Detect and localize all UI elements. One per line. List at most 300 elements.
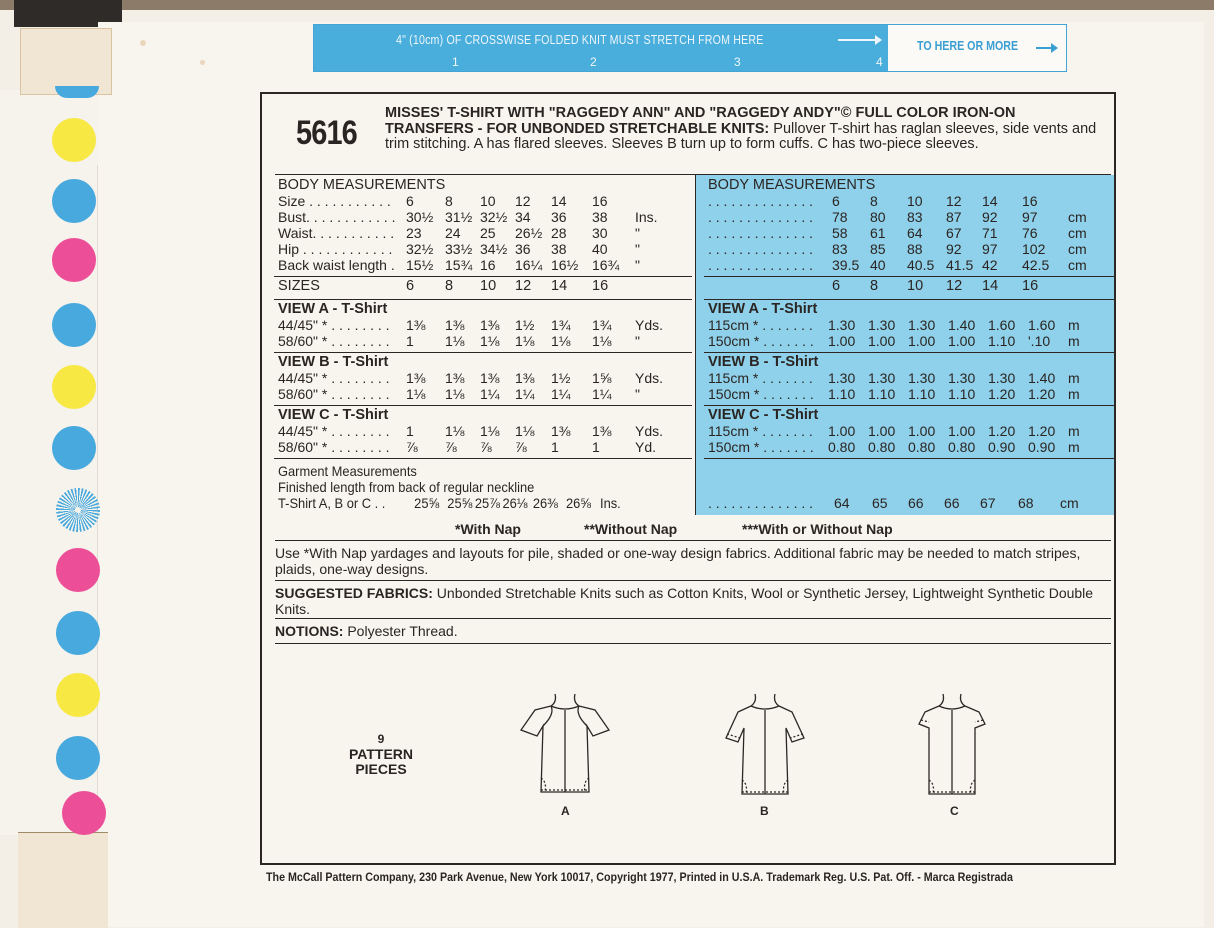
cell-value: 1.30: [868, 317, 896, 333]
arrow-right-icon: [1036, 47, 1052, 49]
stretch-target: TO HERE OR MORE: [917, 38, 1019, 53]
view-heading: VIEW A - T-Shirt: [278, 301, 388, 317]
cell-value: 1⅜: [480, 317, 500, 333]
pattern-pieces-count: [336, 732, 426, 777]
suggested-fabrics-text: Unbonded Stretchable Knits such as Cotton Knits, Wool or Synthetic Jersey, Lightweight Synthetic Double Knits.: [275, 585, 1094, 617]
yardage-row: [708, 439, 1116, 455]
pattern-number: 5616: [296, 114, 357, 152]
cell-value: 28: [551, 225, 567, 241]
cell-value: 92: [982, 209, 998, 225]
size-value: 8: [445, 278, 454, 294]
cell-value: 42.5: [1022, 257, 1050, 273]
cell-value: 8: [870, 193, 878, 209]
cell-value: 1⅛: [480, 333, 500, 349]
cell-value: 1.30: [868, 370, 896, 386]
unit-label: m: [1068, 386, 1080, 402]
cell-value: 26⅛: [502, 495, 528, 511]
unit-label: m: [1068, 423, 1080, 439]
size-value: 10: [480, 278, 497, 294]
cell-value: 8: [445, 193, 453, 209]
cell-value: 1.40: [1028, 370, 1056, 386]
row-label: 44/45" * . . . . . . . .: [278, 423, 390, 439]
divider: [275, 540, 1111, 541]
cell-value: 0.90: [988, 439, 1016, 455]
size-value: 10: [907, 278, 924, 294]
row-label: . . . . . . . . . . . . . .: [708, 225, 814, 241]
notions-label: NOTIONS:: [275, 623, 344, 639]
cell-value: 31½: [445, 209, 473, 225]
unit-label: Ins.: [600, 495, 621, 511]
cell-value: 1.30: [908, 317, 936, 333]
cell-value: 1¼: [480, 386, 500, 402]
nap-legend-either: ***With or Without Nap: [742, 521, 893, 537]
divider: [275, 580, 1111, 581]
sizes-row: [278, 278, 692, 294]
cell-value: 87: [946, 209, 962, 225]
row-label: Bust. . . . . . . . . . . .: [278, 209, 396, 225]
cell-value: 23: [406, 225, 422, 241]
unit-label: Yds.: [635, 370, 664, 386]
cell-value: 26⅜: [532, 495, 558, 511]
cell-value: 1.10: [948, 386, 976, 402]
divider: [275, 643, 1111, 644]
cell-value: 1.20: [988, 386, 1016, 402]
cell-value: 1.20: [1028, 386, 1056, 402]
arrow-right-icon: [838, 39, 876, 41]
cell-value: 71: [982, 225, 998, 241]
unit-label: cm: [1060, 495, 1079, 511]
cell-value: ⅞: [445, 439, 457, 455]
stretch-gauge: [313, 24, 1067, 72]
row-label: 44/45" * . . . . . . . .: [278, 370, 390, 386]
cell-value: 1.10: [828, 386, 856, 402]
measurement-row: [278, 241, 692, 257]
cell-value: 97: [982, 241, 998, 257]
cell-value: 1.40: [948, 317, 976, 333]
unit-label: cm: [1068, 209, 1087, 225]
cell-value: 16: [592, 193, 608, 209]
cyan-registration-dot: [52, 303, 96, 347]
cell-value: 1.10: [868, 386, 896, 402]
envelope-top-edge: [0, 0, 1214, 10]
view-heading: VIEW C - T-Shirt: [278, 407, 389, 423]
yardage-row: [708, 333, 1116, 349]
pattern-title: [385, 106, 1101, 153]
cell-value: 6: [406, 193, 414, 209]
measurement-row: [708, 257, 1116, 273]
row-label: 150cm * . . . . . . .: [708, 386, 814, 402]
unit-label: ": [635, 241, 640, 257]
cell-value: 1¾: [592, 317, 612, 333]
unit-label: cm: [1068, 257, 1087, 273]
cell-value: 1⅛: [445, 423, 465, 439]
cell-value: 38: [592, 209, 608, 225]
row-label: 115cm * . . . . . . .: [708, 423, 813, 439]
unit-label: m: [1068, 439, 1080, 455]
row-label: 44/45" * . . . . . . . .: [278, 317, 390, 333]
unit-label: ": [635, 225, 640, 241]
cell-value: 1¼: [592, 386, 612, 402]
cell-value: 0.80: [908, 439, 936, 455]
cell-value: 39.5: [832, 257, 860, 273]
size-value: 16: [1022, 278, 1039, 294]
age-stain: [200, 60, 205, 65]
cell-value: 1: [592, 439, 600, 455]
row-label: . . . . . . . . . . . . . .: [708, 193, 814, 209]
cell-value: 1.30: [948, 370, 976, 386]
yellow-registration-dot: [52, 365, 96, 409]
cell-value: 16: [480, 257, 496, 273]
cell-value: 1: [406, 333, 414, 349]
cell-value: 1⅜: [445, 370, 465, 386]
stretch-gauge-bar: [314, 25, 888, 71]
cell-value: 33½: [445, 241, 473, 257]
cell-value: 25⅞: [474, 495, 500, 511]
cell-value: 30: [592, 225, 608, 241]
cyan-registration-dot: [52, 426, 96, 470]
cell-value: 1½: [515, 317, 535, 333]
cell-value: 32½: [480, 209, 508, 225]
cell-value: 1⅛: [551, 333, 571, 349]
notions: [275, 624, 1105, 640]
yardage-row: [708, 317, 1116, 333]
cell-value: 67: [946, 225, 962, 241]
cell-value: 0.80: [948, 439, 976, 455]
yardage-row: [278, 317, 692, 333]
cell-value: 102: [1022, 241, 1046, 257]
row-label: T-Shirt A, B or C . .: [278, 495, 386, 511]
cell-value: ⅞: [406, 439, 418, 455]
size-value: 8: [870, 278, 879, 294]
unit-label: ": [635, 257, 640, 273]
row-label: 115cm * . . . . . . .: [708, 317, 813, 333]
torn-flap-bottom: [18, 832, 108, 928]
cell-value: 1⅛: [515, 423, 535, 439]
size-value: 14: [551, 278, 568, 294]
cell-value: 1: [406, 423, 414, 439]
row-label: Size . . . . . . . . . . .: [278, 193, 391, 209]
view-a-label: A: [561, 804, 570, 818]
cell-value: 1⅜: [406, 317, 426, 333]
unit-label: Ins.: [635, 209, 658, 225]
cell-value: 25⅝: [447, 495, 473, 511]
suggested-fabrics-label: SUGGESTED FABRICS:: [275, 585, 433, 601]
cell-value: 1⅛: [406, 386, 426, 402]
cell-value: 85: [870, 241, 886, 257]
sizes-row: [708, 278, 1116, 294]
notions-text: Polyester Thread.: [347, 623, 458, 639]
view-b-tshirt-sketch: [720, 692, 810, 802]
cell-value: 14: [982, 193, 998, 209]
spacer: [708, 460, 1116, 495]
cyan-registration-dot: [52, 179, 96, 223]
pieces-label: PATTERN: [348, 746, 414, 762]
cell-value: 0.80: [868, 439, 896, 455]
cell-value: 34½: [480, 241, 508, 257]
cyan-registration-dot: [56, 611, 100, 655]
yardage-row: [278, 333, 692, 349]
view-a-tshirt-sketch: [515, 692, 615, 802]
cell-value: 1.60: [1028, 317, 1056, 333]
yardage-row: [708, 423, 1116, 439]
cell-value: 1⅜: [551, 423, 571, 439]
measurement-row: [278, 225, 692, 241]
cell-value: 1.30: [908, 370, 936, 386]
cell-value: 64: [834, 495, 850, 511]
imperial-table: [278, 177, 692, 511]
unit-label: Yds.: [635, 317, 664, 333]
pattern-title-bold: MISSES' T-SHIRT WITH "RAGGEDY ANN" AND "RAGGEDY ANDY"© FULL COLOR IRON-ON TRANSFERS - FOR UNBONDED STRETCHABLE KNITS:: [385, 105, 1016, 137]
view-heading: VIEW B - T-Shirt: [708, 354, 819, 370]
yardage-row: [278, 386, 692, 402]
cyan-registration-dot: [56, 736, 100, 780]
cell-value: 25⅝: [414, 495, 440, 511]
cell-value: 40: [870, 257, 886, 273]
cell-value: 25: [480, 225, 496, 241]
cell-value: 12: [946, 193, 962, 209]
cell-value: 16¼: [515, 257, 543, 273]
cell-value: 15¾: [445, 257, 473, 273]
cell-value: 1⅛: [445, 333, 465, 349]
divider: [275, 618, 1111, 619]
cell-value: 14: [551, 193, 567, 209]
measurement-row: [708, 241, 1116, 257]
cyan-registration-dot: [55, 86, 99, 98]
garment-length-row: [278, 495, 659, 511]
yellow-registration-dot: [52, 118, 96, 162]
garment-measurements-subheading: Finished length from back of regular neckline: [278, 479, 535, 495]
row-label: 150cm * . . . . . . .: [708, 333, 814, 349]
cell-value: 1.10: [988, 333, 1016, 349]
cell-value: 40.5: [907, 257, 935, 273]
pattern-description: Pullover T-shirt has raglan sleeves, side vents and trim stitching. A has flared sleeves. Sleeves B turn up to form cuffs. C has two-piece sleeves.: [385, 120, 1097, 152]
unit-label: m: [1068, 333, 1080, 349]
unit-label: Yd.: [635, 439, 657, 455]
cell-value: 36: [515, 241, 531, 257]
cell-value: 1⅜: [406, 370, 426, 386]
cell-value: 1.00: [868, 333, 896, 349]
size-value: 16: [592, 278, 609, 294]
garment-measurements-heading: Garment Measurements: [278, 463, 417, 479]
cell-value: 34: [515, 209, 531, 225]
publisher-footer: The McCall Pattern Company, 230 Park Avenue, New York 10017, Copyright 1977, Printed in U.S.A. Trademark Reg. U.S. Pat. Off. - Marca Registrada: [266, 872, 1013, 884]
cell-value: 92: [946, 241, 962, 257]
measurement-row: [708, 193, 1116, 209]
nap-usage-note: Use *With Nap yardages and layouts for pile, shaded or one-way design fabrics. Additional fabric may be needed to match stripes, plaids, one-way designs.: [275, 545, 1081, 577]
body-measurements-heading: BODY MEASUREMENTS: [278, 177, 446, 193]
cell-value: 15½: [406, 257, 434, 273]
row-label: Hip . . . . . . . . . . . .: [278, 241, 393, 257]
cell-value: 88: [907, 241, 923, 257]
yardage-row: [278, 439, 692, 455]
cell-value: 1⅜: [445, 317, 465, 333]
cell-value: 67: [980, 495, 996, 511]
cell-value: 83: [832, 241, 848, 257]
cell-value: '.10: [1028, 333, 1051, 349]
cell-value: 1.00: [828, 423, 856, 439]
row-label: 150cm * . . . . . . .: [708, 439, 814, 455]
cell-value: 30½: [406, 209, 434, 225]
cell-value: 1⅛: [445, 386, 465, 402]
cell-value: 10: [907, 193, 923, 209]
gauge-tick: 4: [876, 55, 883, 69]
cell-value: 32½: [406, 241, 434, 257]
cell-value: 0.80: [828, 439, 856, 455]
row-label: Waist. . . . . . . . . . .: [278, 225, 395, 241]
cell-value: 1¼: [515, 386, 535, 402]
row-label: . . . . . . . . . . . . . .: [708, 209, 814, 225]
cell-value: 1⅜: [515, 370, 535, 386]
cell-value: 97: [1022, 209, 1038, 225]
unit-label: ": [635, 333, 640, 349]
yardage-row: [278, 423, 692, 439]
cell-value: 24: [445, 225, 461, 241]
unit-label: m: [1068, 317, 1080, 333]
row-label: . . . . . . . . . . . . . .: [708, 257, 814, 273]
cell-value: 1¾: [551, 317, 571, 333]
measurement-row: [708, 225, 1116, 241]
magenta-registration-dot: [56, 548, 100, 592]
cell-value: 38: [551, 241, 567, 257]
measurement-row: [708, 209, 1116, 225]
cell-value: 36: [551, 209, 567, 225]
cell-value: 41.5: [946, 257, 974, 273]
size-value: 12: [946, 278, 963, 294]
cell-value: 1⅝: [592, 370, 612, 386]
starburst-registration-mark-icon: [56, 488, 100, 532]
cell-value: 61: [870, 225, 886, 241]
row-label: 115cm * . . . . . . .: [708, 370, 813, 386]
measurement-row: [278, 209, 692, 225]
yellow-registration-dot: [56, 673, 100, 717]
cell-value: 1⅛: [515, 333, 535, 349]
cell-value: 1⅛: [480, 423, 500, 439]
body-measurements-heading: BODY MEASUREMENTS: [708, 177, 876, 193]
cell-value: 1.00: [908, 423, 936, 439]
cell-value: 1.20: [1028, 423, 1056, 439]
cell-value: 12: [515, 193, 531, 209]
view-heading: VIEW A - T-Shirt: [708, 301, 818, 317]
cell-value: 66: [944, 495, 960, 511]
cell-value: 65: [872, 495, 888, 511]
view-heading: VIEW B - T-Shirt: [278, 354, 389, 370]
cell-value: 26⅝: [565, 495, 592, 511]
column-divider: [695, 175, 696, 515]
gauge-tick: 2: [590, 55, 597, 69]
unit-label: Yds.: [635, 423, 664, 439]
size-value: 12: [515, 278, 532, 294]
measurement-row: [278, 257, 692, 273]
unit-label: cm: [1068, 241, 1087, 257]
unit-label: m: [1068, 370, 1080, 386]
cell-value: 1.10: [908, 386, 936, 402]
torn-flap-top: [20, 28, 112, 95]
cell-value: 83: [907, 209, 923, 225]
yardage-row: [708, 370, 1116, 386]
cell-value: 1.30: [828, 317, 856, 333]
cell-value: 10: [480, 193, 496, 209]
size-value: 6: [832, 278, 841, 294]
view-b-label: B: [760, 804, 769, 818]
cell-value: 1⅛: [592, 333, 612, 349]
cell-value: 1.00: [908, 333, 936, 349]
age-stain: [140, 40, 146, 46]
cell-value: 64: [907, 225, 923, 241]
row-label: 58/60" * . . . . . . . .: [278, 386, 390, 402]
size-value: 6: [406, 278, 415, 294]
yardage-row: [278, 370, 692, 386]
garment-length-row: [708, 495, 1116, 511]
cell-value: 66: [908, 495, 924, 511]
nap-legend-without: **Without Nap: [584, 521, 678, 537]
cell-value: 26½: [515, 225, 543, 241]
nap-legend-with: *With Nap: [455, 521, 521, 537]
cell-value: 1⅜: [480, 370, 500, 386]
cell-value: 1.00: [868, 423, 896, 439]
size-value: 14: [982, 278, 999, 294]
cell-value: 80: [870, 209, 886, 225]
cell-value: 1.30: [828, 370, 856, 386]
magenta-registration-dot: [62, 791, 106, 835]
magenta-registration-dot: [52, 238, 96, 282]
cell-value: 16¾: [592, 257, 620, 273]
cell-value: 1.00: [828, 333, 856, 349]
cell-value: 1½: [551, 370, 571, 386]
cell-value: 1: [551, 439, 559, 455]
pieces-number: 9: [377, 732, 385, 746]
measurement-row: [278, 193, 692, 209]
stretch-instruction: 4" (10cm) OF CROSSWISE FOLDED KNIT MUST STRETCH FROM HERE: [396, 32, 764, 47]
row-label: 58/60" * . . . . . . . .: [278, 439, 390, 455]
cell-value: 42: [982, 257, 998, 273]
row-label: 58/60" * . . . . . . . .: [278, 333, 390, 349]
cell-value: 0.90: [1028, 439, 1056, 455]
yardage-row: [708, 386, 1116, 402]
cell-value: 76: [1022, 225, 1038, 241]
view-heading: VIEW C - T-Shirt: [708, 407, 819, 423]
cell-value: 1.60: [988, 317, 1016, 333]
unit-label: ": [635, 386, 640, 402]
suggested-fabrics: [275, 586, 1105, 617]
cell-value: 1.00: [948, 423, 976, 439]
cell-value: 1¼: [551, 386, 571, 402]
row-label: . . . . . . . . . . . . . .: [708, 241, 814, 257]
cell-value: 6: [832, 193, 840, 209]
cell-value: 40: [592, 241, 608, 257]
cell-value: 1.30: [988, 370, 1016, 386]
gauge-tick: 1: [452, 55, 459, 69]
cell-value: 1.20: [988, 423, 1016, 439]
view-c-label: C: [950, 804, 959, 818]
cell-value: ⅞: [515, 439, 527, 455]
cell-value: 1⅜: [592, 423, 612, 439]
row-label: Back waist length .: [278, 257, 395, 273]
cell-value: 68: [1018, 495, 1034, 511]
pieces-label: PIECES: [355, 761, 407, 777]
metric-table: [708, 177, 1116, 511]
cell-value: 1.00: [948, 333, 976, 349]
cell-value: 58: [832, 225, 848, 241]
row-label: . . . . . . . . . . . . . .: [708, 495, 814, 511]
sizes-label: SIZES: [278, 278, 320, 294]
cell-value: 16: [1022, 193, 1038, 209]
cell-value: 16½: [551, 257, 579, 273]
view-c-tshirt-sketch: [915, 692, 990, 802]
cell-value: 78: [832, 209, 848, 225]
gauge-tick: 3: [734, 55, 741, 69]
cell-value: ⅞: [480, 439, 492, 455]
unit-label: cm: [1068, 225, 1087, 241]
